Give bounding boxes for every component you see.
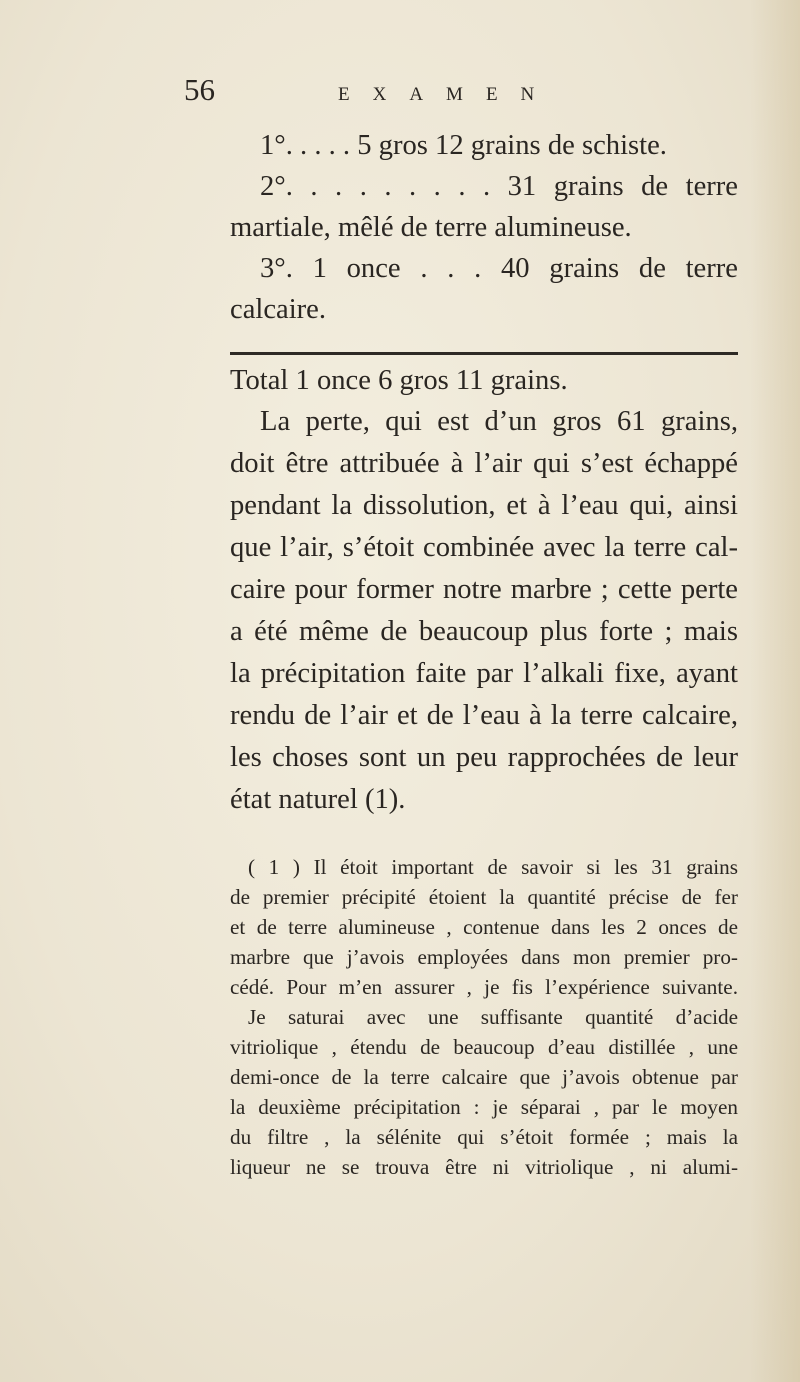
paragraph-line: la précipitation faite par l’alkali fixe, ayant <box>230 658 738 689</box>
paragraph-line: doit être attribuée à l’air qui s’est échappé <box>230 448 738 479</box>
footnote-line: cédé. Pour m’en assurer , je fis l’expérience suivante. <box>230 975 738 999</box>
running-head: EXAMEN <box>338 84 558 105</box>
total-text: Total 1 once 6 gros 11 grains. <box>230 365 568 396</box>
list-item: 3°. 1 once . . . 40 grains de terre <box>260 253 738 284</box>
footnote-line: liqueur ne se trouva être ni vitriolique , ni alumi- <box>230 1155 738 1179</box>
paragraph-line: rendu de l’air et de l’eau à la terre calcaire, <box>230 700 738 731</box>
paragraph-line: les choses sont un peu rapprochées de leur <box>230 742 738 773</box>
footnote-line: vitriolique , étendu de beaucoup d’eau distillée , une <box>230 1035 738 1059</box>
footnote-line: ( 1 ) Il étoit important de savoir si les 31 grains <box>248 855 738 879</box>
page-edge-shadow <box>750 0 800 1382</box>
footnote-line: la deuxième précipitation : je séparai , par le moyen <box>230 1095 738 1119</box>
list-item: 2°. . . . . . . . . 31 grains de terre <box>260 171 738 202</box>
list-item: 1°. . . . . 5 gros 12 grains de schiste. <box>260 130 667 161</box>
paragraph-line: état naturel (1). <box>230 784 406 815</box>
footnote-line: demi-once de la terre calcaire que j’avois obtenue par <box>230 1065 738 1089</box>
paragraph-line: pendant la dissolution, et à l’eau qui, ainsi <box>230 490 738 521</box>
footnote-line: et de terre alumineuse , contenue dans les 2 onces de <box>230 915 738 939</box>
paragraph-line: a été même de beaucoup plus forte ; mais <box>230 616 738 647</box>
page-number: 56 <box>184 72 215 107</box>
paragraph-line: que l’air, s’étoit combinée avec la terre cal- <box>230 532 738 563</box>
list-item: calcaire. <box>230 294 327 325</box>
footnote-line: marbre que j’avois employées dans mon premier pro- <box>230 945 738 969</box>
paragraph-line: caire pour former notre marbre ; cette perte <box>230 574 738 605</box>
footnote-line: du filtre , la sélénite qui s’étoit formée ; mais la <box>230 1125 738 1149</box>
footnote-line: de premier précipité étoient la quantité précise de fer <box>230 885 738 909</box>
page-header <box>184 72 744 112</box>
paragraph-line: La perte, qui est d’un gros 61 grains, <box>260 406 738 437</box>
footnote-line: Je saturai avec une suffisante quantité d’acide <box>248 1005 738 1029</box>
list-item: martiale, mêlé de terre alumineuse. <box>230 212 632 243</box>
total-rule <box>230 352 738 355</box>
